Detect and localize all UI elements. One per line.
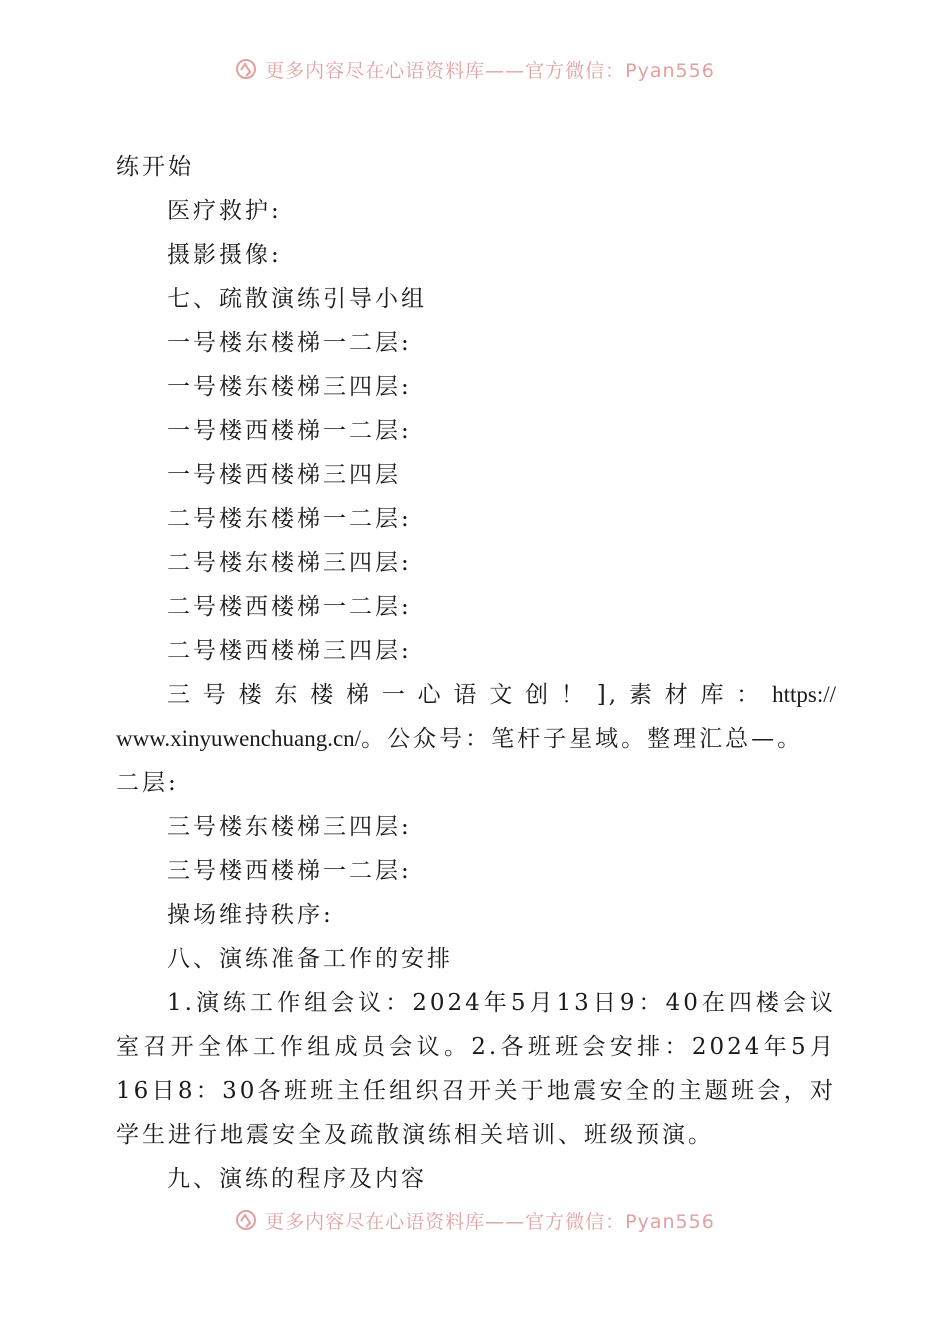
section-9-heading: 九、演练的程序及内容	[167, 1166, 427, 1192]
building-2-west-floors-3-4: 二号楼西楼梯三四层:	[167, 638, 412, 664]
building-2-east-floors-1-2: 二号楼东楼梯一二层:	[167, 506, 412, 532]
building-2-west-floors-1-2: 二号楼西楼梯一二层:	[167, 594, 412, 620]
building-1-west-floors-3-4: 一号楼西楼梯三四层	[167, 462, 401, 488]
source-url-scheme: https://	[772, 682, 836, 707]
building-3-east-floors-1-2-paragraph	[116, 673, 836, 805]
photography-line: 摄影摄像:	[167, 242, 282, 268]
footer-watermark	[0, 1205, 950, 1235]
building-2-east-floors-3-4: 二号楼东楼梯三四层:	[167, 550, 412, 576]
header-watermark-text: 更多内容尽在心语资料库——官方微信：Pyan556	[265, 59, 715, 82]
building-1-west-floors-1-2: 一号楼西楼梯一二层:	[167, 418, 412, 444]
source-url-host: www.xinyuwenchuang.cn/	[116, 726, 362, 751]
building-3-east-text-a: 三号楼东楼梯一心语文创！],素材库：	[167, 682, 773, 708]
building-3-east-text-b: 。公众号：笔杆子星域。整理汇总—。	[361, 726, 804, 752]
building-3-east-text-c: 二层:	[116, 770, 179, 796]
watermark-logo-icon	[235, 1209, 257, 1231]
footer-watermark-text: 更多内容尽在心语资料库——官方微信：Pyan556	[265, 1210, 715, 1233]
section-8-heading: 八、演练准备工作的安排	[167, 946, 453, 972]
section-8-paragraph: 1.演练工作组会议：2024年5月13日9：40在四楼会议室召开全体工作组成员会议。2.各班班会安排：2024年5月16日8：30各班班主任组织召开关于地震安全的主题班会，对学生进行地震安全及疏散演练相关培训、班级预演。	[116, 990, 836, 1148]
header-watermark	[0, 54, 950, 84]
playground-order-line: 操场维持秩序:	[167, 902, 334, 928]
document-body	[116, 145, 836, 1201]
continued-line: 练开始	[116, 154, 194, 180]
section-7-heading: 七、疏散演练引导小组	[167, 286, 427, 312]
building-1-east-floors-1-2: 一号楼东楼梯一二层:	[167, 330, 412, 356]
building-3-east-floors-3-4: 三号楼东楼梯三四层:	[167, 814, 412, 840]
building-1-east-floors-3-4: 一号楼东楼梯三四层:	[167, 374, 412, 400]
medical-rescue-line: 医疗救护:	[167, 198, 282, 224]
watermark-logo-icon	[235, 58, 257, 80]
building-3-west-floors-1-2: 三号楼西楼梯一二层:	[167, 858, 412, 884]
